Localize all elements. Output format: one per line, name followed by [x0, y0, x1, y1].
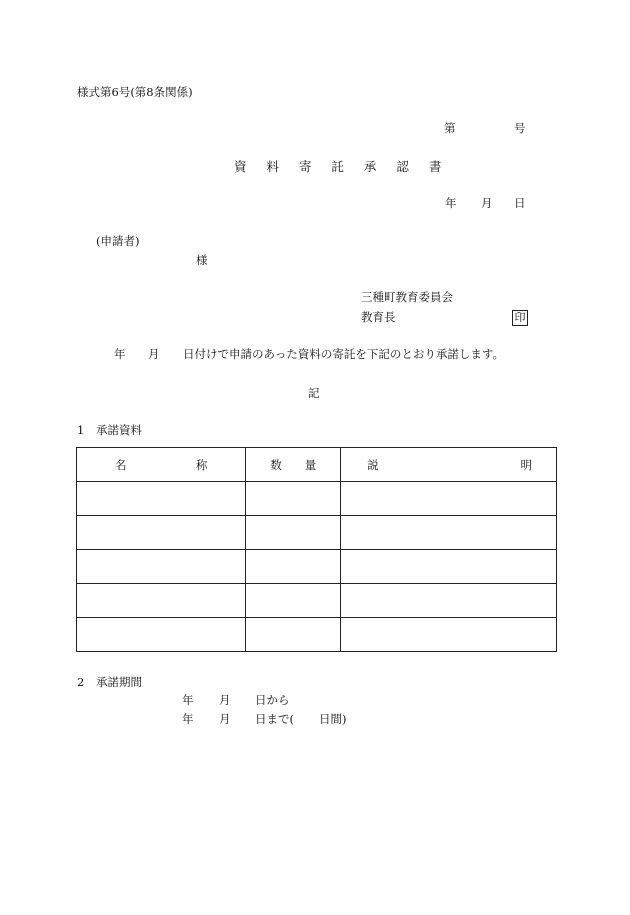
table-row: [77, 482, 557, 516]
table-cell-quantity[interactable]: [246, 618, 341, 652]
issuer-org: 三種町教育委員会: [361, 290, 453, 304]
table-row: [77, 584, 557, 618]
period-to-year: 年: [182, 712, 194, 726]
table-header-row: [77, 448, 557, 482]
period-to-day: 日まで(: [255, 712, 294, 726]
table-row: [77, 618, 557, 652]
table-cell-description[interactable]: [341, 516, 557, 550]
table-cell-description[interactable]: [341, 618, 557, 652]
column-name: 名 称: [77, 448, 246, 482]
table-row: [77, 516, 557, 550]
period-from-year: 年: [182, 693, 194, 707]
column-quantity: 数 量: [246, 448, 341, 482]
body-text: 日付けで申請のあった資料の寄託を下記のとおり承諾します。: [183, 347, 504, 361]
page-title: 資 料 寄 託 承 認 書: [234, 159, 448, 174]
table-cell-quantity[interactable]: [246, 550, 341, 584]
table-cell-name[interactable]: [77, 618, 246, 652]
table-cell-description[interactable]: [341, 584, 557, 618]
ki-label: 記: [308, 386, 320, 400]
materials-table: [76, 447, 557, 652]
period-to-month: 月: [219, 712, 231, 726]
table-cell-name[interactable]: [77, 584, 246, 618]
table-cell-name[interactable]: [77, 482, 246, 516]
date-year: 年: [445, 196, 457, 210]
table-cell-quantity[interactable]: [246, 584, 341, 618]
section1-heading: 1 承諾資料: [77, 423, 142, 437]
table-cell-quantity[interactable]: [246, 482, 341, 516]
date-month: 月: [481, 196, 493, 210]
body-year: 年: [114, 347, 126, 361]
seal-mark: 印: [512, 310, 528, 326]
applicant-honorific: 様: [196, 253, 208, 267]
table-cell-description[interactable]: [341, 550, 557, 584]
doc-number-prefix: 第: [444, 121, 456, 135]
applicant-label: (申請者): [96, 234, 140, 248]
period-days: 日間): [319, 712, 347, 726]
section2-heading: 2 承諾期間: [77, 675, 142, 689]
period-from-month: 月: [219, 693, 231, 707]
form-number: 様式第6号(第8条関係): [77, 85, 193, 99]
period-from-day: 日から: [255, 693, 290, 707]
table-cell-quantity[interactable]: [246, 516, 341, 550]
table-cell-description[interactable]: [341, 482, 557, 516]
column-description: 説 明: [341, 448, 557, 482]
table-cell-name[interactable]: [77, 516, 246, 550]
table-row: [77, 550, 557, 584]
doc-number-suffix: 号: [514, 121, 526, 135]
table-cell-name[interactable]: [77, 550, 246, 584]
date-day: 日: [514, 196, 526, 210]
body-month: 月: [148, 347, 160, 361]
issuer-title: 教育長: [361, 310, 396, 324]
